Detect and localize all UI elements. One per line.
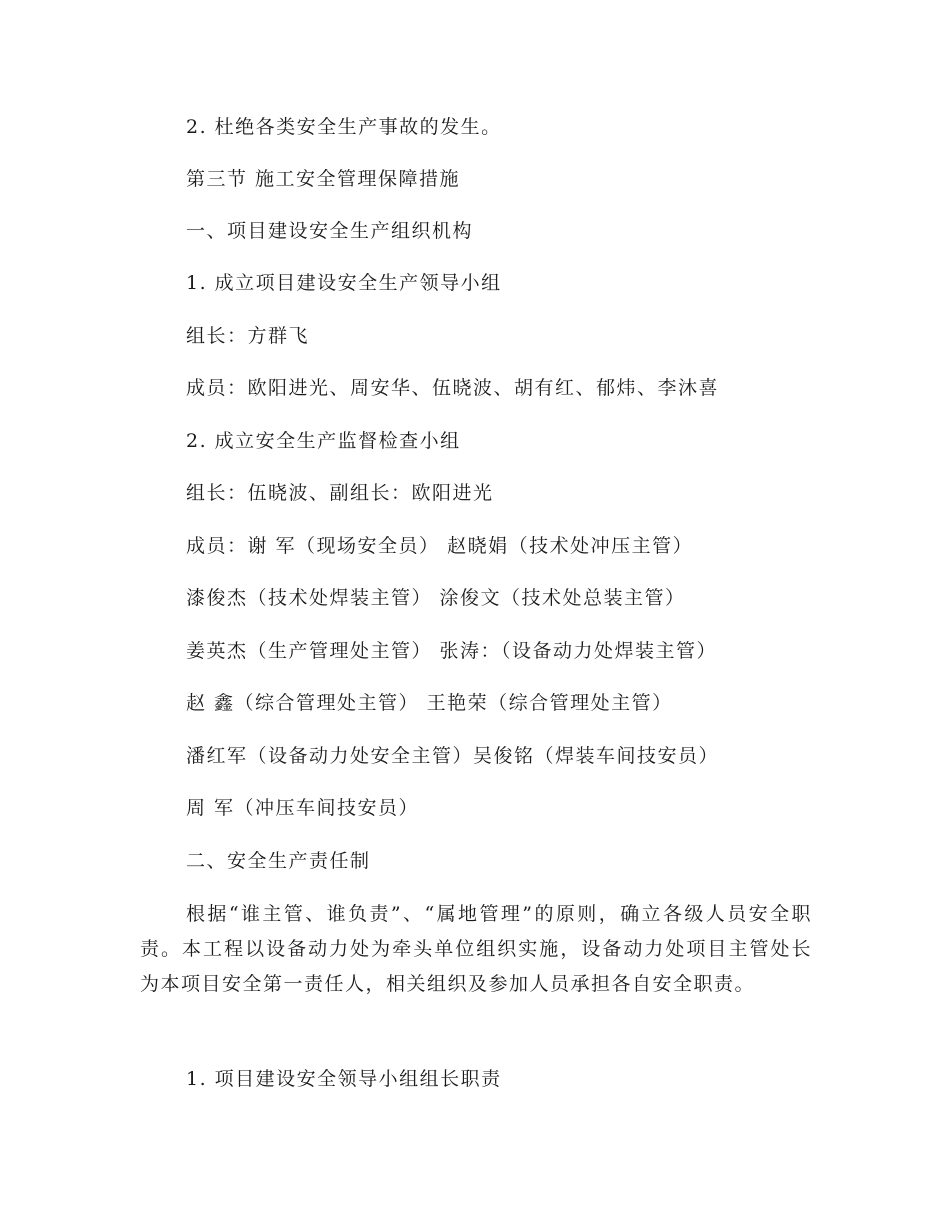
- text-line-14: 周 军（冲压车间技安员）: [186, 797, 420, 819]
- text-line-final: 1. 项目建设安全领导小组组长职责: [186, 1068, 502, 1090]
- subsection-heading-2: 二、安全生产责任制: [186, 850, 371, 872]
- text-line-5: 组长：方群飞: [186, 325, 310, 347]
- text-line-1: 2. 杜绝各类安全生产事故的发生。: [186, 116, 502, 138]
- text-line-13: 潘红军（设备动力处安全主管）吴俊铭（焊装车间技安员）: [186, 745, 720, 767]
- section-heading: 第三节 施工安全管理保障措施: [186, 168, 461, 190]
- text-line-12: 赵 鑫（综合管理处主管） 王艳荣（综合管理处主管）: [186, 692, 673, 714]
- text-line-8: 组长：伍晓波、副组长：欧阳进光: [186, 482, 494, 504]
- text-line-9: 成员：谢 军（现场安全员） 赵晓娟（技术处冲压主管）: [186, 535, 694, 557]
- text-line-7: 2. 成立安全生产监督检查小组: [186, 430, 461, 452]
- text-line-6: 成员：欧阳进光、周安华、伍晓波、胡有红、郁炜、李沐喜: [186, 377, 720, 399]
- text-line-10: 漆俊杰（技术处焊装主管） 涂俊文（技术处总装主管）: [186, 587, 686, 609]
- text-line-11: 姜英杰（生产管理处主管） 张涛：（设备动力处焊装主管）: [186, 640, 718, 662]
- subsection-heading-1: 一、项目建设安全生产组织机构: [186, 220, 474, 242]
- body-paragraph: 根据“谁主管、谁负责”、“属地管理”的原则，确立各级人员安全职责。本工程以设备动力处为牵头单位组织实施，设备动力处项目主管处长为本项目安全第一责任人，相关组织及参加人员承担各自安全职责。: [140, 903, 812, 995]
- text-line-4: 1. 成立项目建设安全生产领导小组: [186, 272, 502, 294]
